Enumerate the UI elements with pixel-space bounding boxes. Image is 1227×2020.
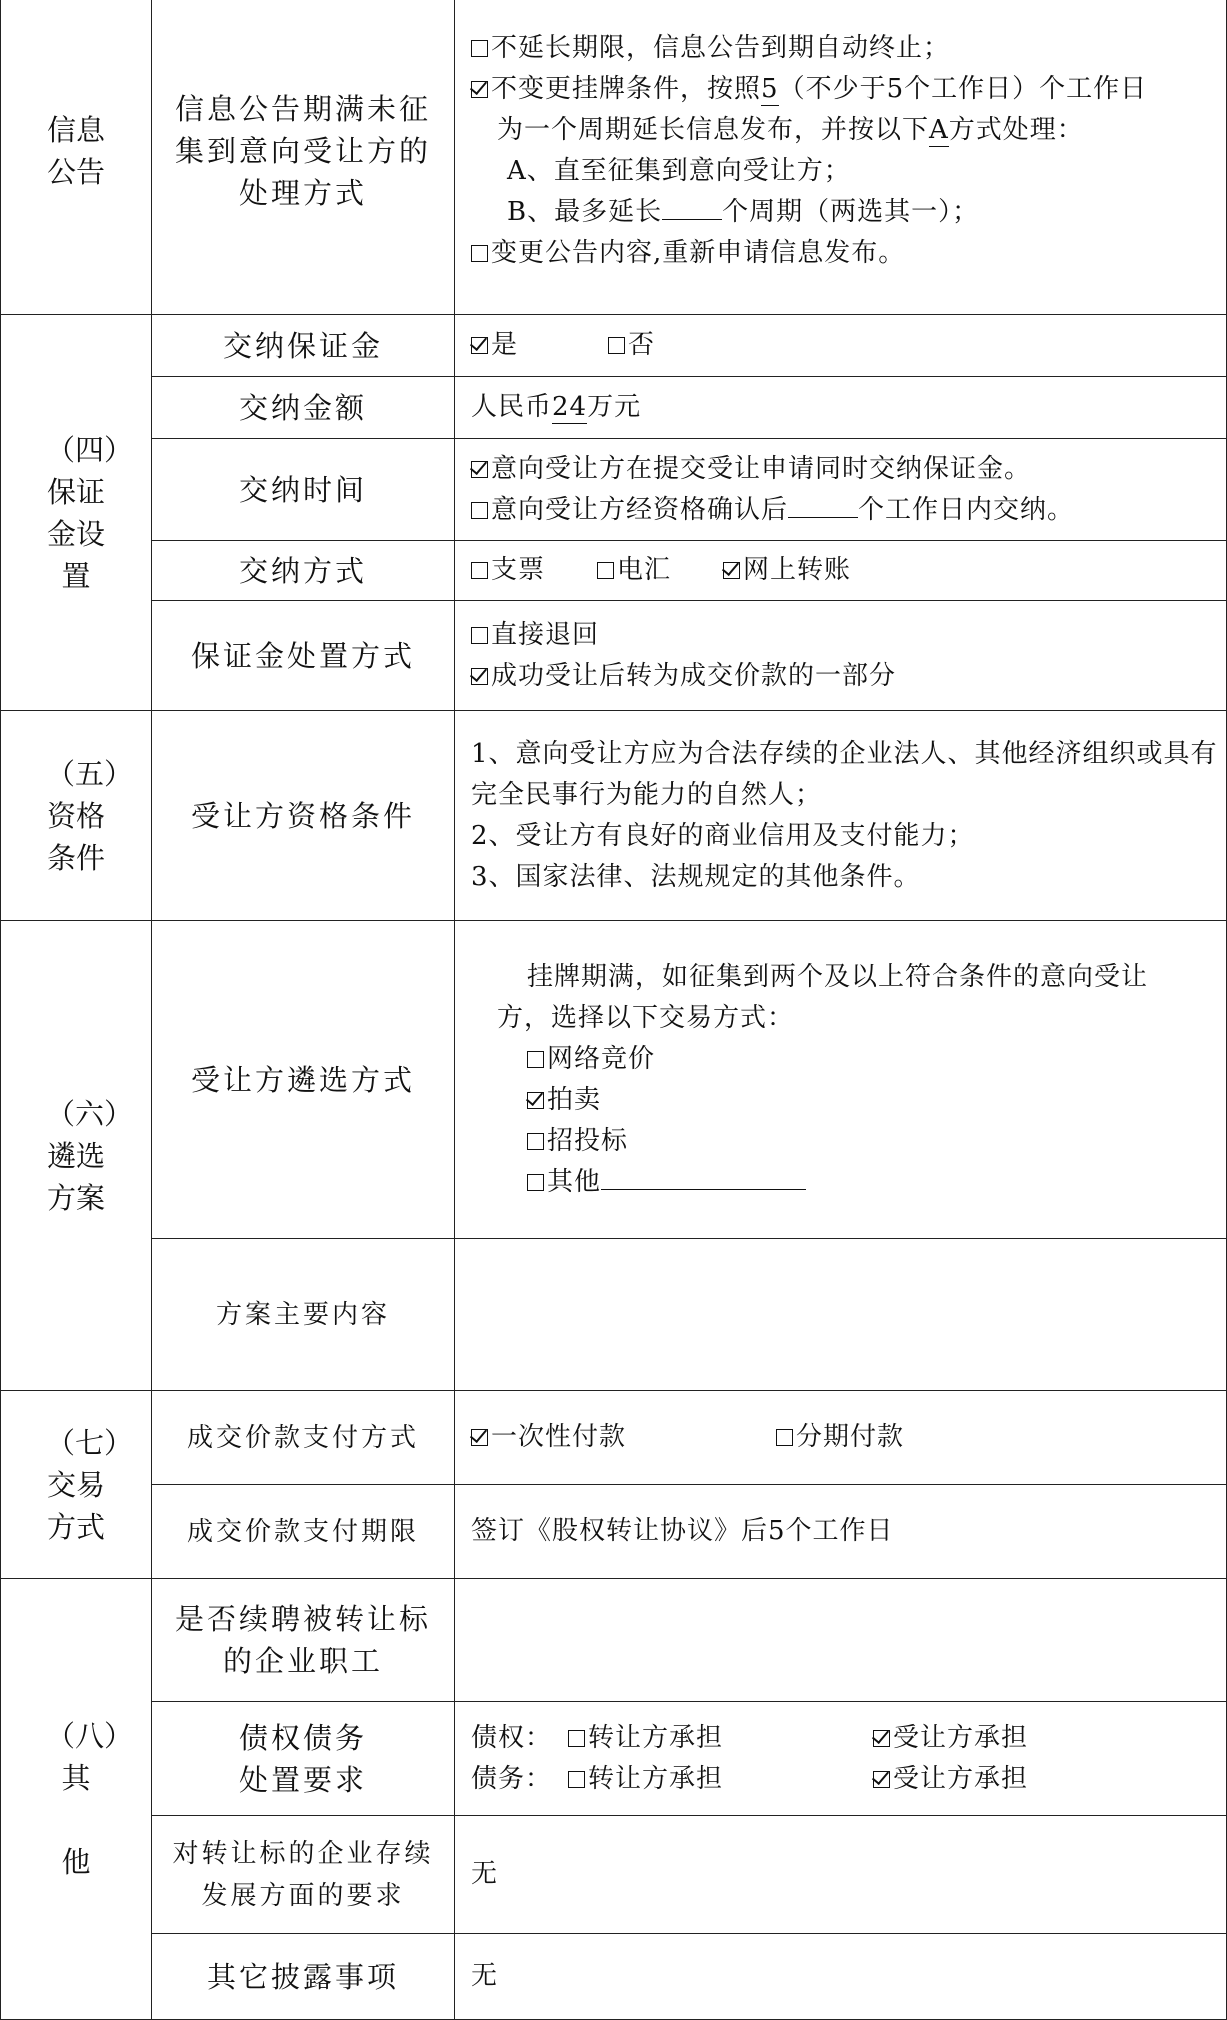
checkbox-checked-icon[interactable] <box>471 81 488 98</box>
pay-method-label: 成交价款支付方式 <box>152 1391 455 1485</box>
section-deposit: （四）保证金设置 <box>1 315 152 711</box>
checkbox-checked-icon[interactable] <box>873 1771 890 1788</box>
checkbox-checked-icon[interactable] <box>471 461 488 478</box>
checkbox-icon[interactable] <box>471 40 488 57</box>
option-extend[interactable]: 不变更挂牌条件，按照5（不少于5个工作日）个工作日 <box>471 69 1226 110</box>
section-qualification: （五）资格条件 <box>1 711 152 921</box>
info-expiry-label: 信息公告期满未征集到意向受让方的处理方式 <box>152 0 455 315</box>
debt-options: 债权： 转让方承担 受让方承担 债务： 转让方承担 受让方承担 <box>455 1702 1227 1816</box>
checkbox-checked-icon[interactable] <box>527 1092 544 1109</box>
section-trade-method: （七）交易方式 <box>1 1391 152 1579</box>
development-value: 无 <box>455 1816 1227 1934</box>
debt-label: 债权债务 处置要求 <box>152 1702 455 1816</box>
plan-content-label: 方案主要内容 <box>152 1239 455 1391</box>
checkbox-icon[interactable] <box>527 1174 544 1191</box>
section-selection: （六）遴选方案 <box>1 921 152 1391</box>
checkbox-icon[interactable] <box>568 1730 585 1747</box>
checkbox-icon[interactable] <box>471 627 488 644</box>
deposit-required-label: 交纳保证金 <box>152 315 455 377</box>
deposit-amount-value: 人民币24万元 <box>455 377 1227 439</box>
deposit-time-label: 交纳时间 <box>152 439 455 541</box>
checkbox-checked-icon[interactable] <box>471 337 488 354</box>
section-other: （八）其 他 <box>1 1579 152 2020</box>
info-expiry-options: 不延长期限，信息公告到期自动终止； 不变更挂牌条件，按照5（不少于5个工作日）个工作日 为一个周期延长信息发布，并按以下A方式处理： A、直至征集到意向受让方； B、最多延长 个周期（两选其一）； 变更公告内容,重新申请信息发布。 <box>455 0 1227 315</box>
checkbox-icon[interactable] <box>608 337 625 354</box>
checkbox-icon[interactable] <box>527 1133 544 1150</box>
deposit-method-label: 交纳方式 <box>152 541 455 601</box>
section-info-announcement: 信息公告 <box>1 0 152 315</box>
deposit-amount-label: 交纳金额 <box>152 377 455 439</box>
qualification-label: 受让方资格条件 <box>152 711 455 921</box>
checkbox-checked-icon[interactable] <box>723 562 740 579</box>
pay-term-value: 签订《股权转让协议》后5个工作日 <box>455 1485 1227 1579</box>
checkbox-icon[interactable] <box>597 562 614 579</box>
qualification-conditions: 1、意向受让方应为合法存续的企业法人、其他经济组织或具有 完全民事行为能力的自然人； 2、受让方有良好的商业信用及支付能力； 3、国家法律、法规规定的其他条件。 <box>455 711 1227 921</box>
checkbox-checked-icon[interactable] <box>471 668 488 685</box>
checkbox-icon[interactable] <box>527 1051 544 1068</box>
checkbox-checked-icon[interactable] <box>471 1429 488 1446</box>
checkbox-icon[interactable] <box>568 1771 585 1788</box>
pay-term-label: 成交价款支付期限 <box>152 1485 455 1579</box>
selection-label: 受让方遴选方式 <box>152 921 455 1239</box>
deposit-required-options: 是 否 <box>455 315 1227 377</box>
rehire-label: 是否续聘被转让标的企业职工 <box>152 1579 455 1702</box>
option-change-notice[interactable]: 变更公告内容,重新申请信息发布。 <box>471 233 1226 274</box>
checkbox-checked-icon[interactable] <box>873 1730 890 1747</box>
plan-content-value <box>455 1239 1227 1391</box>
rehire-value <box>455 1579 1227 1702</box>
checkbox-icon[interactable] <box>471 562 488 579</box>
development-label: 对转让标的企业存续发展方面的要求 <box>152 1816 455 1934</box>
deposit-time-options: 意向受让方在提交受让申请同时交纳保证金。 意向受让方经资格确认后 个工作日内交纳。 <box>455 439 1227 541</box>
deposit-dispose-label: 保证金处置方式 <box>152 601 455 711</box>
other-disclosure-value: 无 <box>455 1934 1227 2020</box>
deposit-dispose-options: 直接退回 成功受让后转为成交价款的一部分 <box>455 601 1227 711</box>
checkbox-icon[interactable] <box>471 245 488 262</box>
checkbox-icon[interactable] <box>776 1429 793 1446</box>
other-disclosure-label: 其它披露事项 <box>152 1934 455 2020</box>
selection-options: 挂牌期满，如征集到两个及以上符合条件的意向受让 方，选择以下交易方式： 网络竞价 拍卖 招投标 其他 <box>455 921 1227 1239</box>
option-no-extend[interactable]: 不延长期限，信息公告到期自动终止； <box>471 28 1226 69</box>
pay-method-options: 一次性付款 分期付款 <box>455 1391 1227 1485</box>
deposit-method-options: 支票 电汇 网上转账 <box>455 541 1227 601</box>
checkbox-icon[interactable] <box>471 502 488 519</box>
